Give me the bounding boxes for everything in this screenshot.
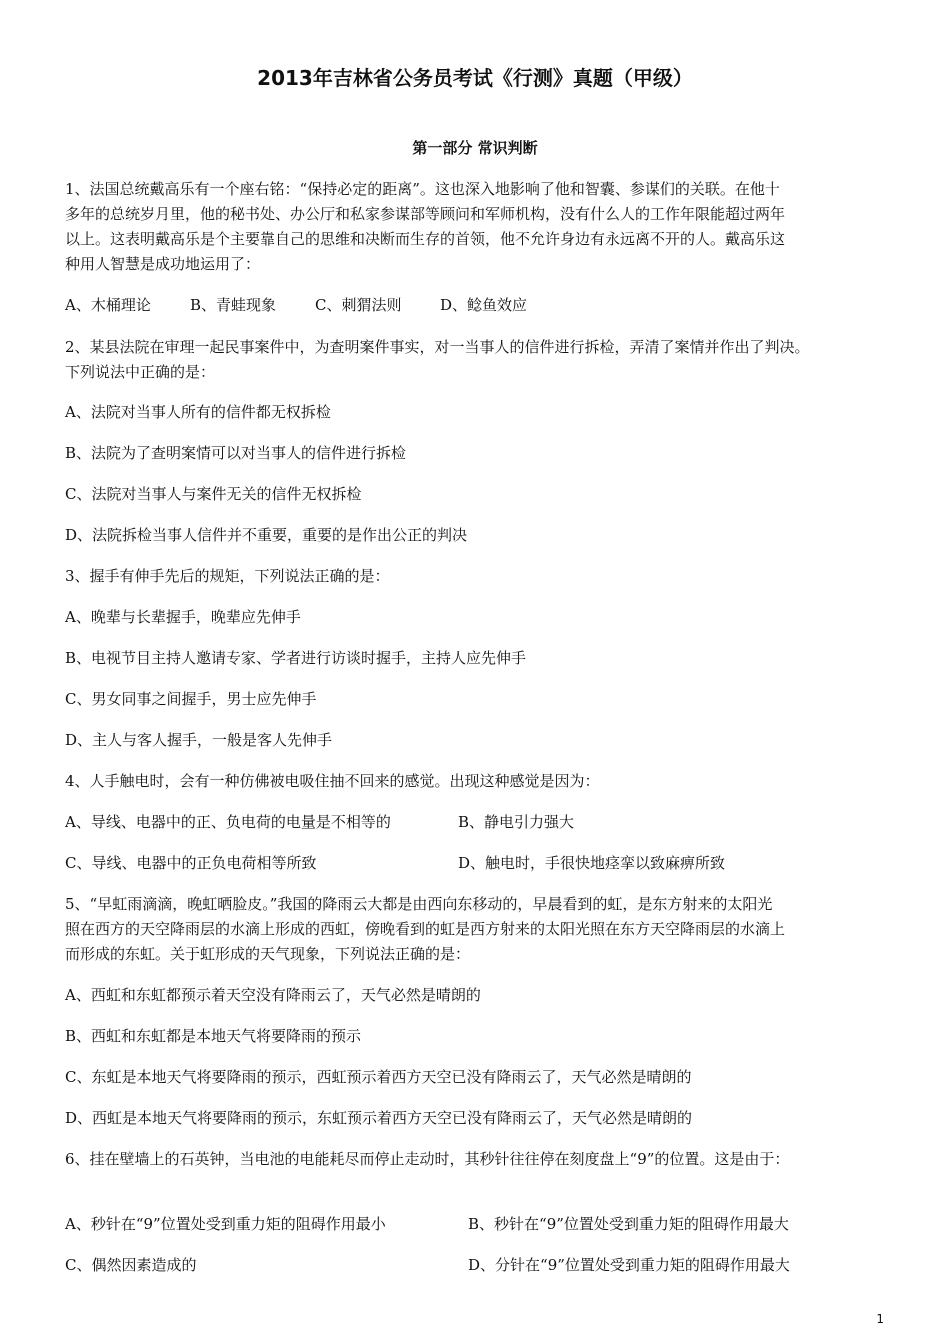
option-a: A、秒针在“9”位置处受到重力矩的阻碍作用最小 (65, 1215, 386, 1233)
page-number: 1 (876, 1312, 884, 1326)
option-b: B、西虹和东虹都是本地天气将要降雨的预示 (65, 1027, 362, 1045)
option-b: B、法院为了查明案情可以对当事人的信件进行拆检 (65, 444, 407, 462)
option-c: C、男女同事之间握手，男士应先伸手 (65, 690, 317, 708)
option-d: D、主人与客人握手，一般是客人先伸手 (65, 731, 333, 749)
option-c: C、偶然因素造成的 (65, 1256, 197, 1274)
option-a: A、法院对当事人所有的信件都无权拆检 (65, 403, 331, 421)
option-b: B、青蛙现象 (190, 296, 277, 314)
option-a: A、木桶理论 (65, 296, 151, 314)
question-text-line: 下列说法中正确的是： (65, 363, 216, 381)
question-text-line: 4、人手触电时，会有一种仿佛被电吸住抽不回来的感觉。出现这种感觉是因为： (65, 772, 600, 790)
option-b: B、静电引力强大 (458, 813, 575, 831)
question-text-line: 1、法国总统戴高乐有一个座右铭：“保持必定的距离”。这也深入地影响了他和智囊、参谋们的关联。在他十 (65, 180, 780, 198)
question-text-line: 5、“早虹雨滴滴，晚虹晒脸皮。”我国的降雨云大都是由西向东移动的，早晨看到的虹，是东方射来的太阳光 (65, 895, 773, 913)
option-c: C、导线、电器中的正负电荷相等所致 (65, 854, 317, 872)
question-text-line: 以上。这表明戴高乐是个主要靠自己的思维和决断而生存的首领，他不允许身边有永远离不开的人。戴高乐这 (65, 230, 786, 248)
question-text-line: 多年的总统岁月里，他的秘书处、办公厅和私家参谋部等顾问和军师机构，没有什么人的工作年限能超过两年 (65, 205, 786, 223)
option-c: C、刺猬法则 (315, 296, 402, 314)
question-text-line: 种用人智慧是成功地运用了： (65, 255, 261, 273)
page-title: 2013年吉林省公务员考试《行测》真题（甲级） (257, 66, 693, 90)
option-d: D、鲶鱼效应 (440, 296, 528, 314)
option-a: A、西虹和东虹都预示着天空没有降雨云了，天气必然是晴朗的 (65, 986, 481, 1004)
question-text-line: 照在西方的天空降雨层的水滴上形成的西虹，傍晚看到的虹是西方射来的太阳光照在东方天空降雨层的水滴上 (65, 920, 786, 938)
option-c: C、法院对当事人与案件无关的信件无权拆检 (65, 485, 362, 503)
question-text-line: 而形成的东虹。关于虹形成的天气现象，下列说法正确的是： (65, 945, 471, 963)
question-text-line: 3、握手有伸手先后的规矩，下列说法正确的是： (65, 567, 390, 585)
option-d: D、法院拆检当事人信件并不重要，重要的是作出公正的判决 (65, 526, 468, 544)
option-d: D、西虹是本地天气将要降雨的预示，东虹预示着西方天空已没有降雨云了，天气必然是晴朗的 (65, 1109, 693, 1127)
option-d: D、分针在“9”位置处受到重力矩的阻碍作用最大 (468, 1256, 790, 1274)
question-text-line: 2、某县法院在审理一起民事案件中，为查明案件事实，对一当事人的信件进行拆检，弄清了案情并作出了判决。 (65, 338, 810, 356)
option-b: B、秒针在“9”位置处受到重力矩的阻碍作用最大 (468, 1215, 789, 1233)
option-d: D、触电时，手很快地痉挛以致麻痹所致 (458, 854, 726, 872)
question-text-line: 6、挂在壁墙上的石英钟，当电池的电能耗尽而停止走动时，其秒针往往停在刻度盘上“9”的位置。这是由于： (65, 1150, 790, 1168)
section-title: 第一部分 常识判断 (412, 139, 538, 157)
option-a: A、导线、电器中的正、负电荷的电量是不相等的 (65, 813, 391, 831)
option-b: B、电视节目主持人邀请专家、学者进行访谈时握手，主持人应先伸手 (65, 649, 527, 667)
option-c: C、东虹是本地天气将要降雨的预示，西虹预示着西方天空已没有降雨云了，天气必然是晴朗的 (65, 1068, 692, 1086)
option-a: A、晚辈与长辈握手，晚辈应先伸手 (65, 608, 301, 626)
